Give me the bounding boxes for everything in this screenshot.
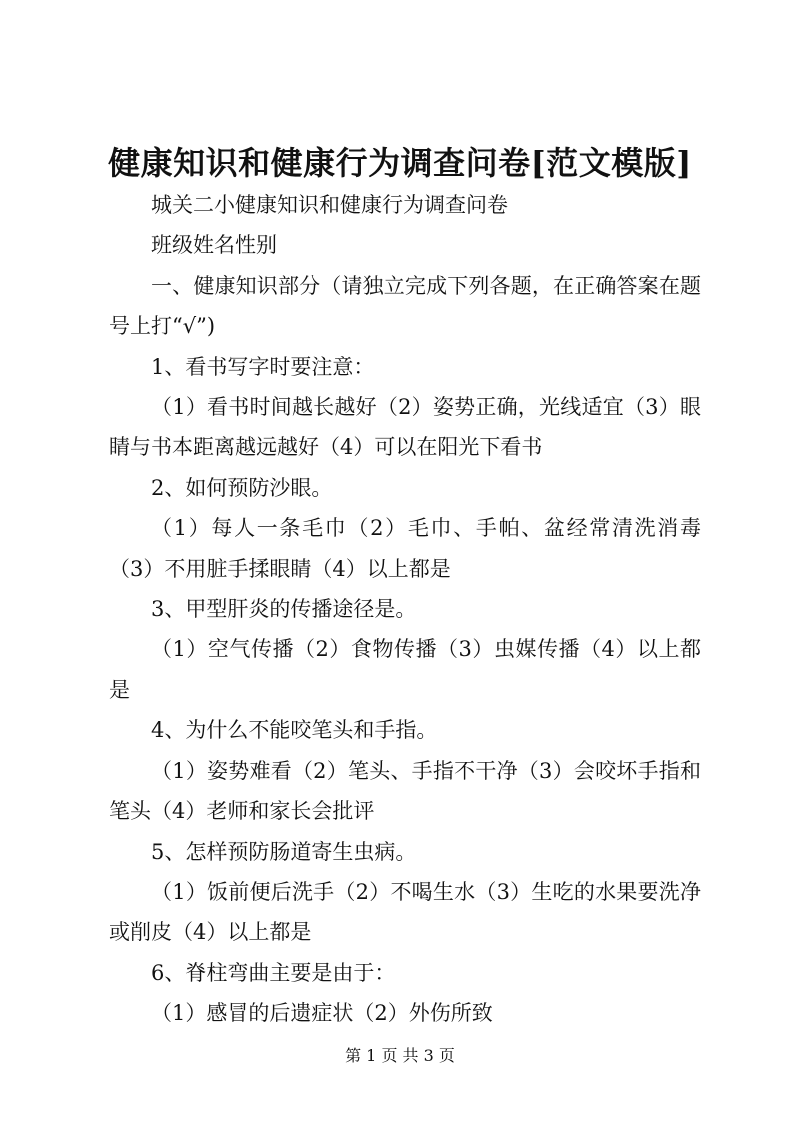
question-5: 5、怎样预防肠道寄生虫病。 [151,839,417,864]
question-3: 3、甲型肝炎的传播途径是。 [151,597,417,622]
document-body [109,185,701,1034]
question-3-options: （1）空气传播（2）食物传播（3）虫媒传播（4）以上都是 [109,637,701,702]
document-title: 健康知识和健康行为调查问卷[范文模版] [108,144,692,182]
page-number: 第 1 页 共 3 页 [345,1046,455,1065]
question-1: 1、看书写字时要注意： [151,354,375,379]
question-2: 2、如何预防沙眼。 [151,475,333,500]
question-5-options: （1）饭前便后洗手（2）不喝生水（3）生吃的水果要洗净或削皮（4）以上都是 [109,879,701,945]
question-6-options: （1）感冒的后遗症状（2）外伤所致 [151,1001,493,1026]
question-6: 6、脊柱弯曲主要是由于： [151,960,396,985]
section-heading: 一、健康知识部分（请独立完成下列各题，在正确答案在题号上打“√”) [109,273,701,339]
question-2-options: （1）每人一条毛巾（2）毛巾、手帕、盆经常清洗消毒（3）不用脏手揉眼睛（4）以上都是 [109,516,701,581]
question-4: 4、为什么不能咬笔头和手指。 [151,718,438,743]
survey-heading: 城关二小健康知识和健康行为调查问卷 [151,193,508,217]
question-4-options: （1）姿势难看（2）笔头、手指不干净（3）会咬坏手指和笔头（4）老师和家长会批评 [109,758,701,824]
student-info-line: 班级姓名性别 [151,233,277,258]
question-1-options: （1）看书时间越长越好（2）姿势正确，光线适宜（3）眼睛与书本距离越远越好（4）可以在阳光下看书 [109,395,701,460]
